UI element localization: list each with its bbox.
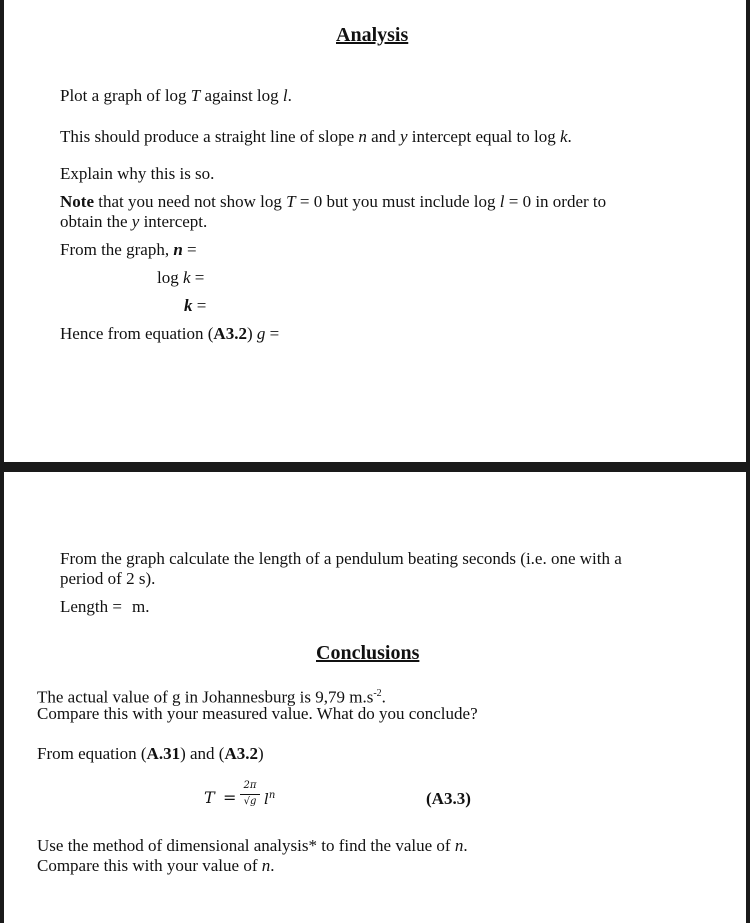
explain-instruction: Explain why this is so. <box>60 164 215 183</box>
g-answer: Hence from equation (A3.2) g = <box>60 324 280 343</box>
slope-answer: From the graph, n = <box>60 240 197 259</box>
logk-answer: log k = <box>157 268 205 287</box>
pendulum-question-line-1: From the graph calculate the length of a pendulum beating seconds (i.e. one with a <box>60 549 622 568</box>
slope-statement: This should produce a straight line of slope n and y intercept equal to log k. <box>60 127 572 146</box>
conclusions-page: From the graph calculate the length of a pendulum beating seconds (i.e. one with a period of 2 s). Length = m. Conclusions The actual value of g in Johannesburg is 9,79 $m.s^{-2}$. Compare this with your measured value. What do you conclude? From equation (A.31) and (A3.2) T = 2π √g $l^n$ (A3.3) Use the method of dimensional analysis* to find the value of n. Compare this with your value of n. <box>4 472 746 923</box>
note-line-2: obtain the y intercept. <box>60 212 208 231</box>
note-line-1: Note that you need not show log T = 0 but you must include log l = 0 in order to <box>60 192 607 211</box>
k-answer: k = <box>184 296 207 315</box>
equation-reference: From equation (A.31) and (A3.2) <box>37 744 264 763</box>
formula-reference-label: (A3.3) <box>426 789 471 808</box>
conclusions-heading: Conclusions <box>316 642 420 664</box>
dimensional-analysis-instruction: Use the method of dimensional analysis* to find the value of n. <box>37 836 468 855</box>
analysis-page <box>4 0 746 462</box>
compare-instruction: Compare this with your measured value. What do you conclude? <box>37 704 478 723</box>
formula-denominator: √g <box>243 796 257 807</box>
compare-n-instruction: Compare this with your value of n. <box>37 856 275 875</box>
length-answer: Length = m. <box>60 597 150 616</box>
plot-instruction: Plot a graph of log T against log l. <box>60 86 292 105</box>
formula-numerator: 2π <box>243 780 257 791</box>
analysis-heading: Analysis <box>336 24 409 46</box>
actual-g-statement: The actual value of g in Johannesburg is 9,79 $m.s^{-2}$. <box>37 687 386 707</box>
pendulum-question-line-2: period of 2 s). <box>60 569 156 588</box>
fraction-bar <box>240 794 260 795</box>
